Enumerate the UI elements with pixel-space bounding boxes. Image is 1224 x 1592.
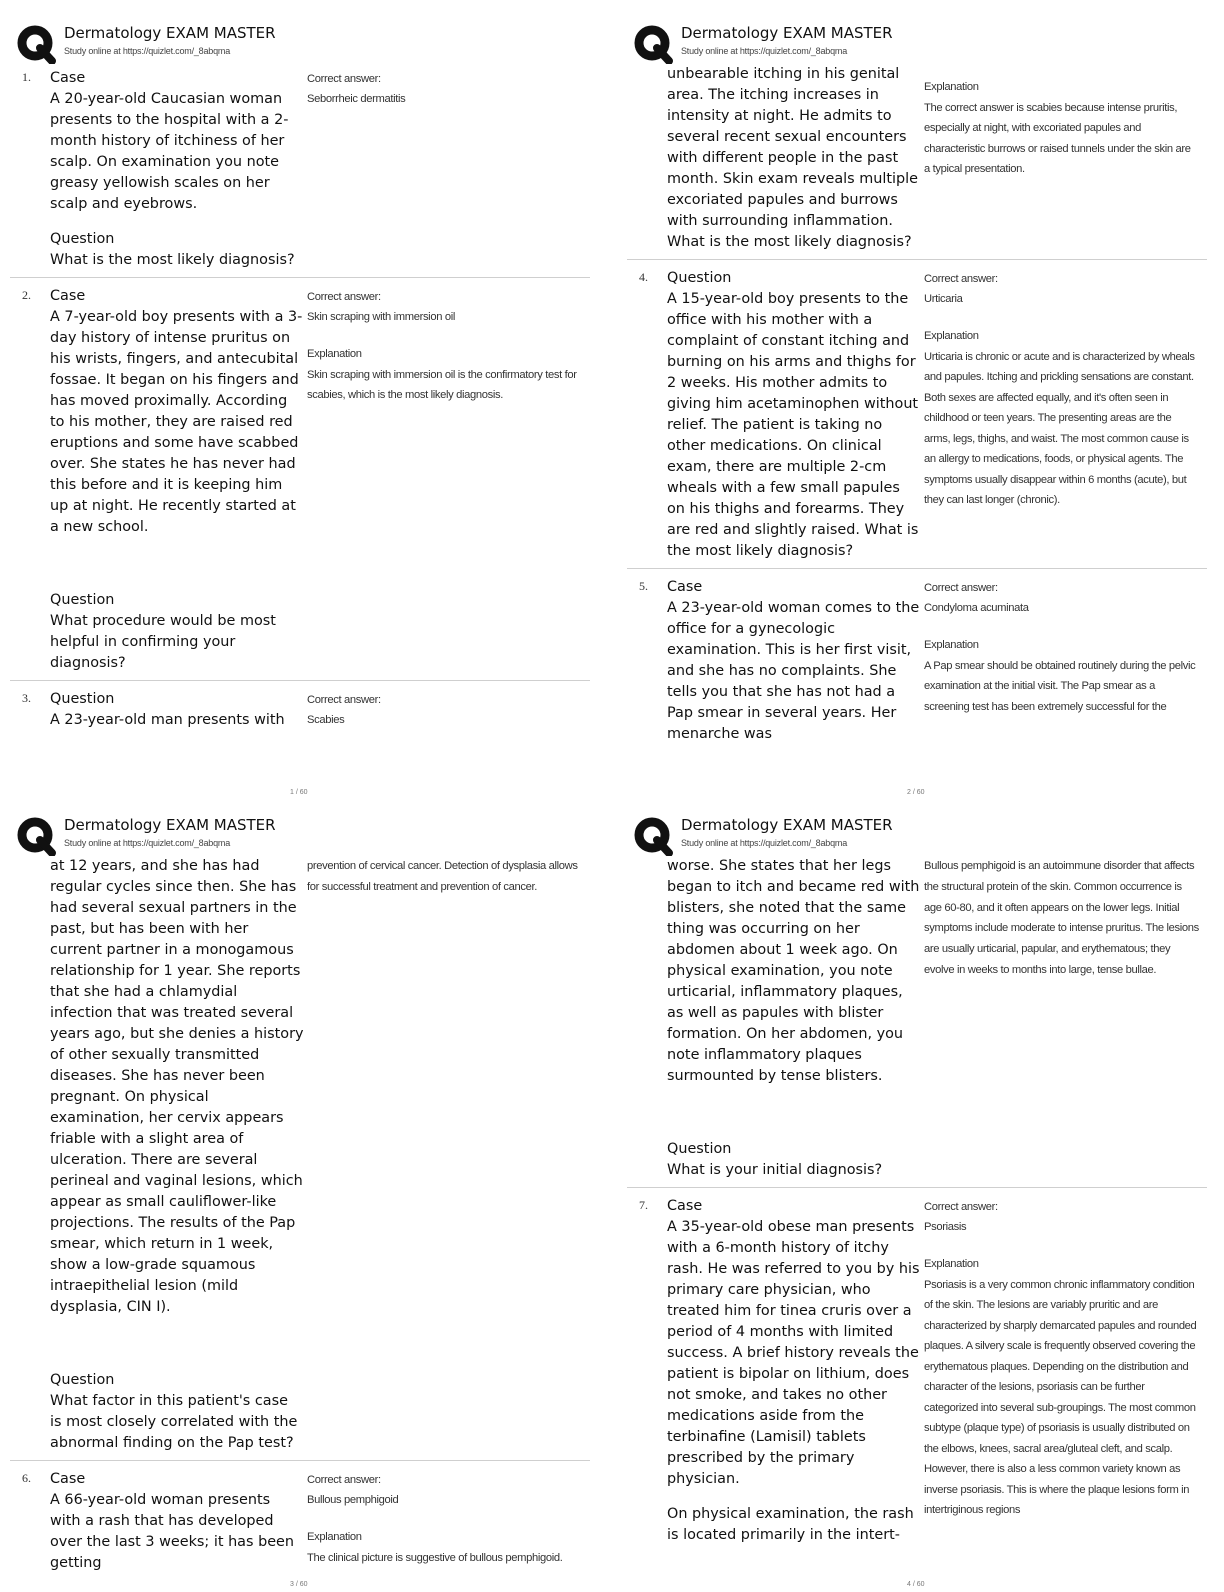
case-label: Case: [50, 1471, 86, 1487]
case-text-continued: On physical examination, the rash is located primarily in the intert-: [667, 1506, 914, 1543]
flashcard-5: [627, 577, 1207, 751]
case-text: worse. She states that her legs began to itch and became red with blisters, she noted that the same thing was occurring on her abdomen about 1 week ago. On physical examination, you note urticarial, inflammatory plaques, as well as papules with blister formation. On her abdomen, you note inflammatory plaques surmounted by tense blisters.: [667, 858, 920, 1084]
question-text: What procedure would be most helpful in confirming your diagnosis?: [50, 613, 276, 671]
case-text: at 12 years, and she has had regular cycles since then. She has had several sexual partners in the past, but has been with her current partner in a monogamous relationship for 1 year. She reports that she had a chlamydial infection that was treated several years ago, but she denies a history of other sexually transmitted diseases. She has never been pregnant. On physical examination, her cervix appears friable with a slight area of ulceration. There are several perineal and vaginal lesions, which appear as small cauliflower-like projections. The results of the Pap smear, which return in 1 week, show a low-grade squamous intraepithelial lesion (mild dysplasia, CIN I).: [50, 858, 304, 1315]
correct-answer-label: Correct answer:: [924, 582, 998, 594]
case-label: Case: [667, 1198, 703, 1214]
page-number: 1 / 60: [290, 789, 308, 796]
question-text: What is your initial diagnosis?: [667, 1162, 883, 1178]
correct-answer-label: Correct answer:: [307, 1474, 381, 1486]
page-number: 3 / 60: [290, 1581, 308, 1588]
correct-answer-text: Psoriasis: [924, 1220, 967, 1233]
explanation-label: Explanation: [307, 1531, 362, 1543]
page-3: [10, 812, 610, 1592]
explanation-label: Explanation: [307, 348, 362, 360]
correct-answer-label: Correct answer:: [307, 694, 381, 706]
card-number: 7.: [639, 1198, 648, 1212]
explanation-text: Urticaria is chronic or acute and is characterized by wheals and papules. Itching and prickling sensations are constant. Both sexes are affected equally, and it's often seen in childhood or teen years. The presenting areas are the arms, legs, thighs, and waist. The most common cause is an allergy to medications, foods, or physical agents. The symptoms usually disappear within 6 months (acute), but they can last longer (chronic).: [924, 350, 1195, 506]
explanation-text: A Pap smear should be obtained routinely during the pelvic examination at the initial visit. The Pap smear as a screening test has been extremely successful for the: [924, 659, 1196, 713]
flashcard-3-continued: [627, 64, 1207, 260]
page-header: [633, 22, 1193, 68]
explanation-label: Explanation: [924, 81, 979, 93]
card-number: 3.: [22, 691, 31, 705]
correct-answer-text: Urticaria: [924, 292, 963, 305]
correct-answer-text: Seborrheic dermatitis: [307, 92, 406, 105]
correct-answer-label: Correct answer:: [307, 73, 381, 85]
flashcard-4: [627, 268, 1207, 569]
page-header: [16, 22, 576, 68]
question-label: Question: [50, 1372, 115, 1388]
case-text: A 35-year-old obese man presents with a 6-month history of itchy rash. He was referred to you by his primary care physician, who treated him for tinea cruris over a period of 4 months with limited success. A brief history reveals the patient is bipolar on lithium, does not smoke, and takes no other medications aside from the terbinafine (Lamisil) tablets prescribed by the primary physician.: [667, 1219, 920, 1487]
case-label: Case: [50, 70, 86, 86]
study-link[interactable]: Study online at https://quizlet.com/_8abqma: [681, 838, 848, 848]
document-title: Dermatology EXAM MASTER: [64, 24, 276, 42]
question-text: unbearable itching in his genital area. The itching increases in intensity at night. He admits to several recent sexual encounters with different people in the past month. Skin exam reveals multiple excoriated papules and burrows with surrounding inflammation. What is the most likely diagnosis?: [667, 66, 919, 250]
explanation-text: Bullous pemphigoid is an autoimmune disorder that affects the structural protein of the skin. Common occurrence is age 60-80, and it often appears on the lower legs. Initial symptoms include moderate to intense pruritus. The lesions are usually urticarial, papular, and erythematous; they evolve in weeks to months into large, tense bullae.: [924, 860, 1199, 976]
card-number: 5.: [639, 579, 648, 593]
question-label: Question: [667, 270, 732, 286]
flashcard-3: [10, 689, 590, 737]
question-label: Question: [50, 691, 115, 707]
study-link[interactable]: Study online at https://quizlet.com/_8abqma: [681, 46, 848, 56]
correct-answer-text: Condyloma acuminata: [924, 601, 1029, 614]
explanation-label: Explanation: [924, 639, 979, 651]
card-number: 1.: [22, 70, 31, 84]
page-2: [627, 20, 1224, 800]
correct-answer-text: Skin scraping with immersion oil: [307, 310, 455, 323]
explanation-label: Explanation: [924, 1258, 979, 1270]
flashcard-5-continued: [10, 856, 590, 1461]
study-link[interactable]: Study online at https://quizlet.com/_8abqma: [64, 46, 231, 56]
question-text: What is the most likely diagnosis?: [50, 252, 295, 268]
correct-answer-text: Bullous pemphigoid: [307, 1493, 399, 1506]
question-text: What factor in this patient's case is most closely correlated with the abnormal finding on the Pap test?: [50, 1393, 298, 1451]
quizlet-logo-icon: [633, 816, 673, 856]
quizlet-logo-icon: [16, 816, 56, 856]
document-title: Dermatology EXAM MASTER: [681, 24, 893, 42]
flashcard-6: [10, 1469, 590, 1580]
flashcard-1: [10, 68, 590, 278]
correct-answer-label: Correct answer:: [924, 1201, 998, 1213]
page-header: [16, 814, 576, 860]
case-text: A 7-year-old boy presents with a 3-day history of intense pruritus on his wrists, fingers, and antecubital fossae. It began on his fingers and has moved proximally. According to his mother, they are raised red eruptions and some have scabbed over. She states he has never had this before and it is keeping him up at night. He recently started at a new school.: [50, 309, 303, 535]
explanation-label: Explanation: [924, 330, 979, 342]
flashcard-6-continued: [627, 856, 1207, 1188]
card-number: 2.: [22, 288, 31, 302]
explanation-text: Psoriasis is a very common chronic inflammatory condition of the skin. The lesions are variably pruritic and are characterized by sharply demarcated papules and rounded plaques. A silvery scale is frequently observed covering the erythematous plaques. Depending on the distribution and character of the lesions, psoriasis can be further categorized into several sub-groupings. The most common subtype (plaque type) of psoriasis is usually distributed on the elbows, knees, sacral area/gluteal cleft, and scalp. However, there is also a less common variety known as inverse psoriasis. This is where the plaque lesions form in intertriginous regions: [924, 1278, 1197, 1516]
page-1: [10, 20, 610, 800]
correct-answer-label: Correct answer:: [307, 291, 381, 303]
case-label: Case: [50, 288, 86, 304]
card-number: 4.: [639, 270, 648, 284]
question-label: Question: [50, 592, 115, 608]
quizlet-logo-icon: [16, 24, 56, 64]
card-number: 6.: [22, 1471, 31, 1485]
question-label: Question: [667, 1141, 732, 1157]
study-link[interactable]: Study online at https://quizlet.com/_8abqma: [64, 838, 231, 848]
question-label: Question: [50, 231, 115, 247]
explanation-text: Skin scraping with immersion oil is the confirmatory test for scabies, which is the most likely diagnosis.: [307, 368, 577, 401]
document-title: Dermatology EXAM MASTER: [64, 816, 276, 834]
explanation-text: The correct answer is scabies because intense pruritis, especially at night, with excoriated papules and characteristic burrows or raised tunnels under the skin are a typical presentation.: [924, 101, 1191, 175]
question-text: A 15-year-old boy presents to the office with his mother with a complaint of constant itching and burning on his arms and thighs for 2 weeks. His mother admits to giving him acetaminophen without relief. The patient is taking no other medications. On clinical exam, there are multiple 2-cm wheals with a few small papules on his thighs and forearms. They are red and slightly raised. What is the most likely diagnosis?: [667, 291, 919, 559]
flashcard-2: [10, 286, 590, 681]
case-text: A 66-year-old woman presents with a rash that has developed over the last 3 weeks; it has been getting: [50, 1492, 295, 1571]
case-label: Case: [667, 579, 703, 595]
page-4: [627, 812, 1224, 1592]
document-title: Dermatology EXAM MASTER: [681, 816, 893, 834]
explanation-text: The clinical picture is suggestive of bullous pemphigoid.: [307, 1551, 563, 1564]
question-text: A 23-year-old man presents with: [50, 712, 285, 728]
correct-answer-label: Correct answer:: [924, 273, 998, 285]
page-number: 2 / 60: [907, 789, 925, 796]
explanation-text: prevention of cervical cancer. Detection of dysplasia allows for successful treatment and prevention of cancer.: [307, 860, 578, 893]
correct-answer-text: Scabies: [307, 713, 345, 726]
quizlet-logo-icon: [633, 24, 673, 64]
case-text: A 20-year-old Caucasian woman presents to the hospital with a 2-month history of itchiness of her scalp. On examination you note greasy yellowish scales on her scalp and eyebrows.: [50, 91, 289, 212]
page-header: [633, 814, 1193, 860]
case-text: A 23-year-old woman comes to the office for a gynecologic examination. This is her first visit, and she has no complaints. She tells you that she has not had a Pap smear in several years. Her menarche was: [667, 600, 920, 742]
flashcard-7: [627, 1196, 1207, 1552]
page-number: 4 / 60: [907, 1581, 925, 1588]
